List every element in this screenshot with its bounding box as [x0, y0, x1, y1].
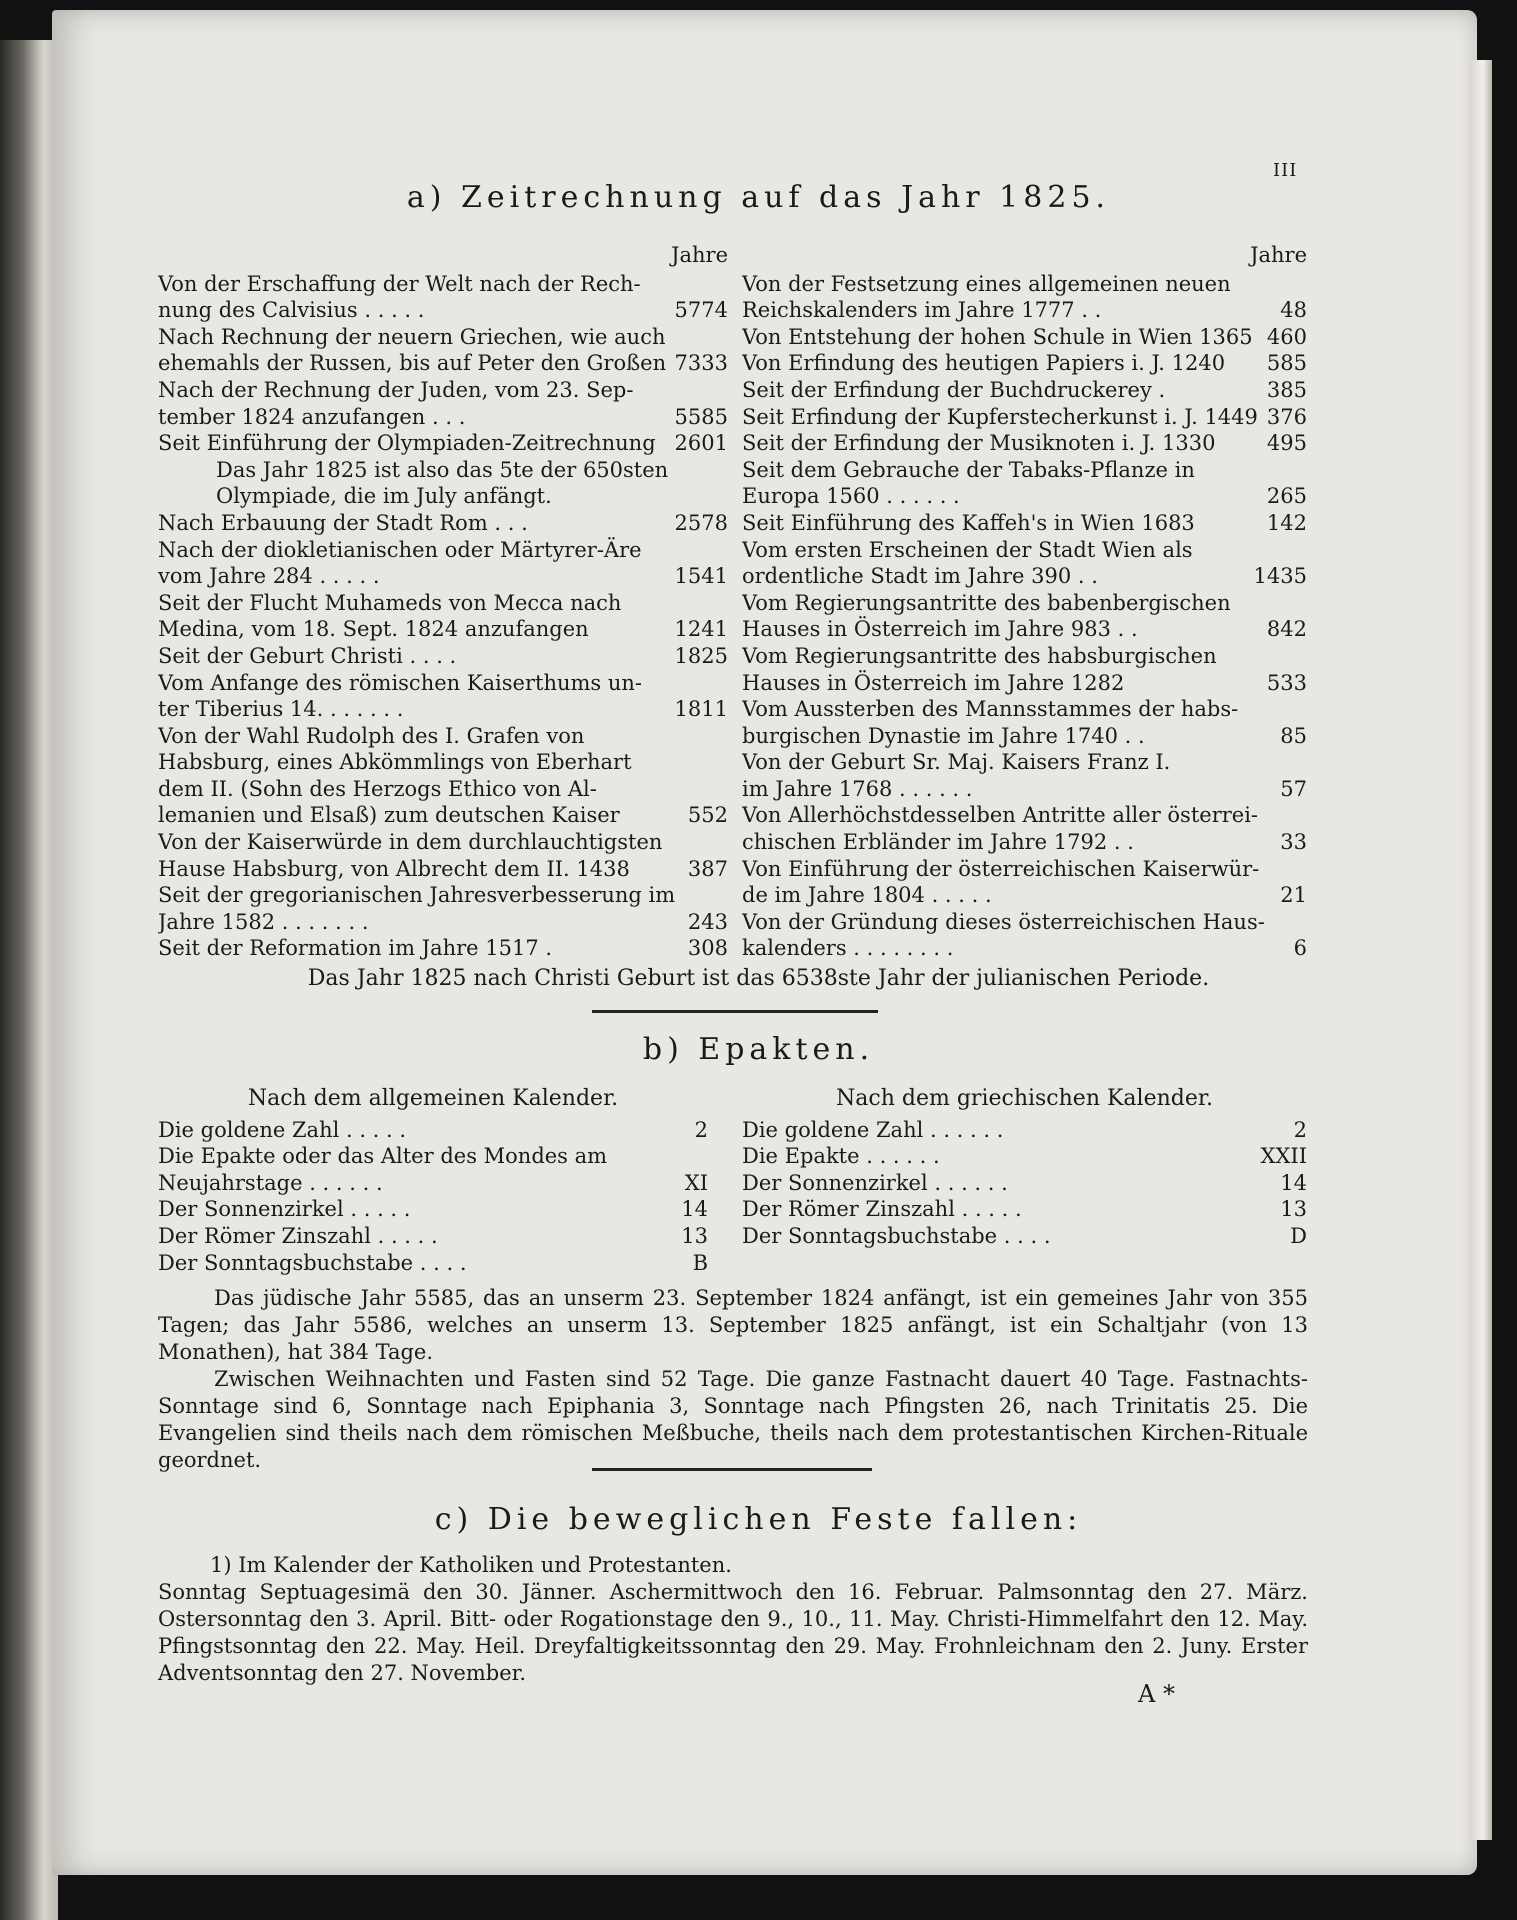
entry-value: 5774	[674, 298, 728, 323]
table-row	[742, 1170, 1307, 1197]
entry-text: Nach der Rechnung der Juden, vom 23. Sep-	[158, 377, 634, 402]
section-a-right-column	[742, 242, 1307, 962]
table-row	[742, 802, 1307, 829]
entry-text: ordentliche Stadt im Jahre 390 . .	[742, 564, 1098, 589]
table-row	[742, 590, 1307, 617]
table-row	[742, 829, 1307, 856]
entry-value: 495	[1266, 431, 1307, 456]
table-row	[742, 324, 1307, 351]
entry-text: Von der Wahl Rudolph des I. Grafen von	[158, 723, 585, 748]
table-row	[158, 696, 728, 723]
divider-rule-2	[592, 1468, 872, 1471]
general-calendar-list	[158, 1117, 708, 1277]
entry-text: tember 1824 anzufangen . . .	[158, 404, 466, 429]
entry-text: Seit der Reformation im Jahre 1517 .	[158, 936, 553, 961]
divider-rule-1	[592, 1010, 878, 1013]
left-column-header: Jahre	[671, 243, 728, 267]
table-row	[158, 723, 728, 750]
table-row	[158, 483, 728, 510]
table-row	[158, 377, 728, 404]
table-row	[158, 350, 728, 377]
entry-text: Seit der gregorianischen Jahresverbesserung im	[158, 883, 676, 908]
entry-value: 1241	[674, 617, 728, 642]
entry-text: Von der Gründung dieses österreichischen Haus-	[742, 909, 1265, 934]
section-a-left-column	[158, 242, 728, 962]
entry-value: 1825	[674, 643, 728, 668]
entry-text: Von der Erschaffung der Welt nach der Rech-	[158, 271, 641, 296]
right-column-header: Jahre	[1250, 243, 1307, 267]
table-row	[742, 696, 1307, 723]
entry-text: Nach Rechnung der neuern Griechen, wie auch	[158, 324, 666, 349]
entry-value: 243	[687, 909, 728, 934]
entry-value: 14	[681, 1197, 708, 1222]
entry-value: 2	[1293, 1117, 1307, 1142]
table-row	[742, 563, 1307, 590]
entry-value: 2578	[674, 510, 728, 535]
general-calendar-heading: Nach dem allgemeinen Kalender.	[247, 1086, 619, 1111]
entry-text: Der Sonnenzirkel . . . . . .	[742, 1170, 1008, 1195]
entry-value: 1811	[674, 697, 728, 722]
table-row	[742, 271, 1307, 298]
section-a-left-list	[158, 271, 728, 962]
entry-value: 1435	[1253, 564, 1307, 589]
entry-text: Von der Kaiserwürde in dem durchlauchtigsten	[158, 830, 663, 855]
entry-text: Vom ersten Erscheinen der Stadt Wien als	[742, 537, 1193, 562]
section-b-title: b) Epakten.	[642, 1032, 875, 1067]
greek-calendar-list	[742, 1117, 1307, 1250]
entry-text: Der Römer Zinszahl . . . . .	[158, 1223, 438, 1248]
entry-text: ter Tiberius 14. . . . . . .	[158, 697, 404, 722]
section-a-right-list	[742, 271, 1307, 962]
table-row	[742, 643, 1307, 670]
table-row	[742, 1117, 1307, 1144]
table-row	[742, 430, 1307, 457]
table-row	[742, 537, 1307, 564]
table-row	[742, 404, 1307, 431]
entry-text: de im Jahre 1804 . . . . .	[742, 883, 992, 908]
table-row	[742, 935, 1307, 962]
table-row	[158, 590, 728, 617]
entry-value: 13	[1280, 1197, 1307, 1222]
entry-text: Hauses in Österreich im Jahre 1282	[742, 670, 1125, 695]
entry-value: 13	[681, 1223, 708, 1248]
catholic-protestant-heading: 1) Im Kalender der Katholiken und Protestanten.	[210, 1553, 732, 1577]
entry-text: burgischen Dynastie im Jahre 1740 . .	[742, 723, 1145, 748]
table-row	[158, 670, 728, 697]
table-row	[742, 882, 1307, 909]
entry-text: Von Einführung der österreichischen Kaiserwür-	[742, 856, 1260, 881]
table-row	[158, 776, 728, 803]
table-row	[158, 882, 728, 909]
section-c-title: c) Die beweglichen Feste fallen:	[434, 1502, 1083, 1537]
entry-text: Der Sonntagsbuchstabe . . . .	[158, 1250, 467, 1275]
table-row	[158, 829, 728, 856]
entry-text: vom Jahre 284 . . . . .	[158, 564, 380, 589]
entry-text: Von Entstehung der hohen Schule in Wien 1365	[742, 324, 1253, 349]
entry-value: B	[692, 1250, 708, 1275]
table-row	[742, 1196, 1307, 1223]
entry-text: Medina, vom 18. Sept. 1824 anzufangen	[158, 617, 589, 642]
entry-value: 533	[1266, 670, 1307, 695]
table-row	[742, 616, 1307, 643]
table-row	[742, 350, 1307, 377]
entry-value: 5585	[674, 404, 728, 429]
table-row	[158, 404, 728, 431]
entry-text: Seit der Erfindung der Buchdruckerey .	[742, 377, 1166, 402]
entry-value: 21	[1280, 883, 1307, 908]
entry-text: Seit der Flucht Muhameds von Mecca nach	[158, 590, 622, 615]
table-row	[742, 670, 1307, 697]
fasting-paragraph	[158, 1366, 1308, 1474]
entry-text: Die Epakte . . . . . .	[742, 1144, 940, 1169]
table-row	[158, 1117, 708, 1144]
table-row	[158, 1223, 708, 1250]
greek-calendar-heading: Nach dem griechischen Kalender.	[836, 1086, 1213, 1111]
table-row	[158, 1250, 708, 1277]
table-row	[158, 537, 728, 564]
table-row	[158, 563, 728, 590]
entry-value: 387	[687, 856, 728, 881]
table-row	[742, 749, 1307, 776]
entry-value: 1541	[674, 564, 728, 589]
entry-text: Von Allerhöchstdesselben Antritte aller österrei-	[742, 803, 1259, 828]
entry-text: Nach Erbauung der Stadt Rom . . .	[158, 510, 528, 535]
entry-text: Das Jahr 1825 ist also das 5te der 650sten	[216, 457, 669, 482]
table-row	[158, 1170, 708, 1197]
entry-value: XI	[684, 1170, 708, 1195]
jewish-year-text: Das jüdische Jahr 5585, das an unserm 23. September 1824 anfängt, ist ein gemeines Jahr von 355 Tagen; das Jahr 5586, welches an unserm 13. September 1825 anfängt, ist ein Schaltjahr (von 13 Monathen), hat 384 Tage.	[158, 1286, 1308, 1364]
entry-text: Der Sonnenzirkel . . . . .	[158, 1197, 411, 1222]
table-row	[158, 297, 728, 324]
entry-value: XXII	[1260, 1144, 1307, 1169]
jewish-year-paragraph	[158, 1285, 1308, 1366]
entry-text: Europa 1560 . . . . . .	[742, 484, 960, 509]
entry-value: 7333	[674, 351, 728, 376]
entry-text: Nach der diokletianischen oder Märtyrer-Äre	[158, 537, 642, 562]
entry-text: lemanien und Elsaß) zum deutschen Kaiser	[158, 803, 620, 828]
right-page-stack	[1470, 60, 1492, 1840]
page-number: III	[1273, 160, 1298, 181]
entry-text: Jahre 1582 . . . . . . .	[158, 909, 369, 934]
entry-value: D	[1290, 1223, 1307, 1248]
table-row	[742, 457, 1307, 484]
entry-value: 842	[1266, 617, 1307, 642]
entry-text: Vom Anfange des römischen Kaiserthums un-	[158, 670, 643, 695]
table-row	[742, 1143, 1307, 1170]
table-row	[742, 723, 1307, 750]
table-row	[742, 776, 1307, 803]
entry-value: 460	[1266, 324, 1307, 349]
entry-text: im Jahre 1768 . . . . . .	[742, 776, 973, 801]
table-row	[158, 643, 728, 670]
table-row	[158, 856, 728, 883]
table-row	[158, 271, 728, 298]
entry-text: Seit der Erfindung der Musiknoten i. J. 1330	[742, 431, 1216, 456]
entry-text: Der Sonntagsbuchstabe . . . .	[742, 1223, 1051, 1248]
section-b-left-column	[158, 1086, 708, 1276]
entry-text: chischen Erbländer im Jahre 1792 . .	[742, 830, 1134, 855]
table-row	[742, 1223, 1307, 1250]
entry-text: Seit Einführung der Olympiaden-Zeitrechnung	[158, 431, 656, 456]
table-row	[158, 510, 728, 537]
entry-value: 142	[1266, 510, 1307, 535]
entry-text: Seit der Geburt Christi . . . .	[158, 643, 457, 668]
entry-value: 385	[1266, 377, 1307, 402]
feasts-block	[158, 1552, 1308, 1687]
table-row	[158, 749, 728, 776]
entry-value: 48	[1280, 298, 1307, 323]
entry-text: dem II. (Sohn des Herzogs Ethico von Al-	[158, 776, 597, 801]
entry-value: 265	[1266, 484, 1307, 509]
table-row	[158, 324, 728, 351]
signature-mark: A *	[1138, 1680, 1175, 1708]
entry-text: Vom Regierungsantritte des babenbergischen	[742, 590, 1231, 615]
entry-text: Von Erfindung des heutigen Papiers i. J. 1240	[742, 351, 1226, 376]
table-row	[742, 377, 1307, 404]
table-row	[742, 909, 1307, 936]
entry-value: 376	[1266, 404, 1307, 429]
movable-feasts-text: Sonntag Septuagesimä den 30. Jänner. Aschermittwoch den 16. Februar. Palmsonntag den 27. März. Ostersonntag den 3. April. Bitt- oder Rogationstage den 9., 10., 11. May. Christi-Himmelfahrt den 12. May. Pfingstsonntag den 22. May. Heil. Dreyfaltigkeitssonntag den 29. May. Frohnleichnam den 2. Juny. Erster Adventsonntag den 27. November.	[158, 1580, 1308, 1685]
table-row	[742, 483, 1307, 510]
entry-text: ehemahls der Russen, bis auf Peter den Großen	[158, 351, 667, 376]
entry-text: Habsburg, eines Abkömmlings von Eberhart	[158, 750, 632, 775]
section-b-right-column	[742, 1086, 1307, 1250]
entry-text: Seit Einführung des Kaffeh's in Wien 1683	[742, 510, 1195, 535]
entry-value: 33	[1280, 830, 1307, 855]
entry-value: 57	[1280, 776, 1307, 801]
entry-text: kalenders . . . . . . . .	[742, 936, 954, 961]
table-row	[158, 1143, 708, 1170]
table-row	[158, 935, 728, 962]
julian-period-summary: Das Jahr 1825 nach Christi Geburt ist das 6538ste Jahr der julianischen Periode.	[307, 966, 1210, 991]
entry-text: Der Römer Zinszahl . . . . .	[742, 1197, 1022, 1222]
entry-text: Olympiade, die im July anfängt.	[216, 484, 552, 509]
entry-text: Hause Habsburg, von Albrecht dem II. 1438	[158, 856, 630, 881]
entry-text: Von der Geburt Sr. Maj. Kaisers Franz I.	[742, 750, 1171, 775]
entry-text: Hauses in Österreich im Jahre 983 . .	[742, 617, 1138, 642]
entry-text: Seit dem Gebrauche der Tabaks-Pflanze in	[742, 457, 1195, 482]
entry-text: Die Epakte oder das Alter des Mondes am	[158, 1144, 608, 1169]
entry-text: Vom Aussterben des Mannsstammes der habs-	[742, 697, 1239, 722]
table-row	[158, 616, 728, 643]
table-row	[158, 430, 728, 457]
entry-text: Von der Festsetzung eines allgemeinen neuen	[742, 271, 1231, 296]
entry-value: 14	[1280, 1170, 1307, 1195]
table-row	[742, 510, 1307, 537]
entry-value: 585	[1266, 351, 1307, 376]
table-row	[158, 457, 728, 484]
entry-text: Seit Erfindung der Kupferstecherkunst i. J. 1449	[742, 404, 1258, 429]
table-row	[742, 297, 1307, 324]
entry-value: 2	[694, 1117, 708, 1142]
fasting-text: Zwischen Weihnachten und Fasten sind 52 Tage. Die ganze Fastnacht dauert 40 Tage. Fastnachts-Sonntage sind 6, Sonntage nach Epiphania 3, Sonntage nach Pfingsten 26, nach Trinitatis 25. Die Evangelien sind theils nach dem römischen Meßbuche, theils nach dem protestantischen Kirchen-Rituale geordnet.	[158, 1367, 1308, 1472]
table-row	[158, 802, 728, 829]
entry-text: Neujahrstage . . . . . .	[158, 1170, 383, 1195]
entry-text: Die goldene Zahl . . . . .	[158, 1117, 407, 1142]
table-row	[742, 856, 1307, 883]
entry-value: 552	[687, 803, 728, 828]
table-row	[158, 909, 728, 936]
entry-text: Vom Regierungsantritte des habsburgischen	[742, 643, 1217, 668]
entry-text: nung des Calvisius . . . . .	[158, 298, 425, 323]
entry-value: 308	[687, 936, 728, 961]
table-row	[158, 1196, 708, 1223]
entry-value: 2601	[674, 431, 728, 456]
entry-text: Reichskalenders im Jahre 1777 . .	[742, 298, 1102, 323]
entry-value: 6	[1293, 936, 1307, 961]
entry-value: 85	[1280, 723, 1307, 748]
section-a-title: a) Zeitrechnung auf das Jahr 1825.	[406, 180, 1111, 215]
entry-text: Die goldene Zahl . . . . . .	[742, 1117, 1004, 1142]
